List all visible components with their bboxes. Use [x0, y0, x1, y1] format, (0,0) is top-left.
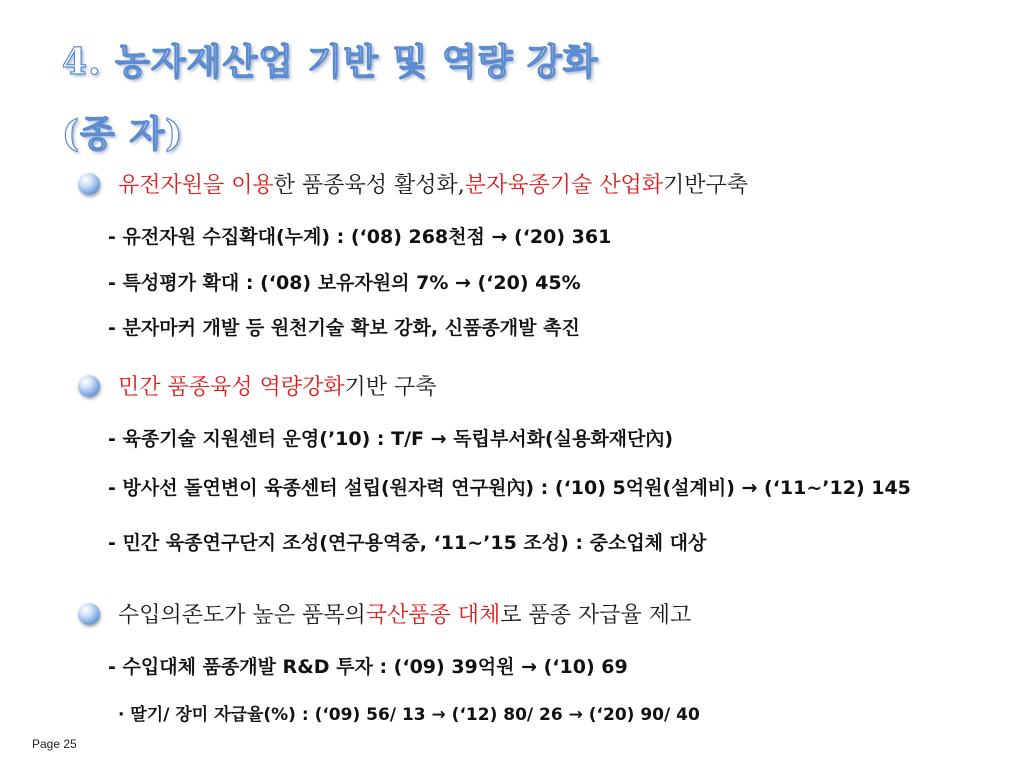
note-item: · 딸기/ 장미 자급율(%) : (‘09) 56/ 13 → (‘12) 80/ 26 → (‘20) 90/ 40: [118, 705, 700, 725]
section-3-heading: [78, 598, 691, 629]
section-1-highlight-1: 유전자원을 이용: [118, 173, 274, 198]
slide-subtitle: (종 자): [62, 113, 184, 155]
list-item: - 분자마커 개발 등 원천기술 확보 강화, 신품종개발 촉진: [108, 317, 580, 339]
list-item: - 민간 육종연구단지 조성(연구용역중, ‘11~’15 조성) : 중소업체 대상: [108, 532, 707, 554]
section-1-heading: [78, 168, 748, 199]
section-1-text-2: 기반구축: [663, 173, 749, 198]
page-number: Page 25: [32, 737, 77, 751]
section-3-text-1: 수입의존도가 높은 품목의: [118, 603, 366, 628]
bullet-orb-icon: [78, 603, 100, 625]
section-1-text-1: 한 품종육성 활성화,: [273, 173, 465, 198]
section-3-highlight-1: 국산품종 대체: [365, 603, 501, 628]
list-item: - 방사선 돌연변이 육종센터 설립(원자력 연구원內) : (‘10) 5억원(설계비) → (‘11~’12) 145: [108, 477, 911, 499]
list-item: - 수입대체 품종개발 R&D 투자 : (‘09) 39억원 → (‘10) 69: [108, 656, 628, 678]
section-2-text-1: 기반 구축: [344, 375, 437, 400]
bullet-orb-icon: [78, 375, 100, 397]
list-item: - 특성평가 확대 : (‘08) 보유자원의 7% → (‘20) 45%: [108, 272, 581, 294]
list-item: - 육종기술 지원센터 운영(’10) : T/F → 독립부서화(실용화재단內): [108, 428, 674, 450]
section-2-highlight-1: 민간 품종육성 역량강화: [118, 375, 345, 400]
section-2-heading: [78, 370, 437, 401]
list-item: - 유전자원 수집확대(누계) : (‘08) 268천점 → (‘20) 361: [108, 226, 612, 248]
section-1-highlight-2: 분자육종기술 산업화: [464, 173, 664, 198]
bullet-orb-icon: [78, 173, 100, 195]
slide-title: 4. 농자재산업 기반 및 역량 강화: [62, 41, 599, 83]
section-3-text-2: 로 품종 자급율 제고: [500, 603, 692, 628]
